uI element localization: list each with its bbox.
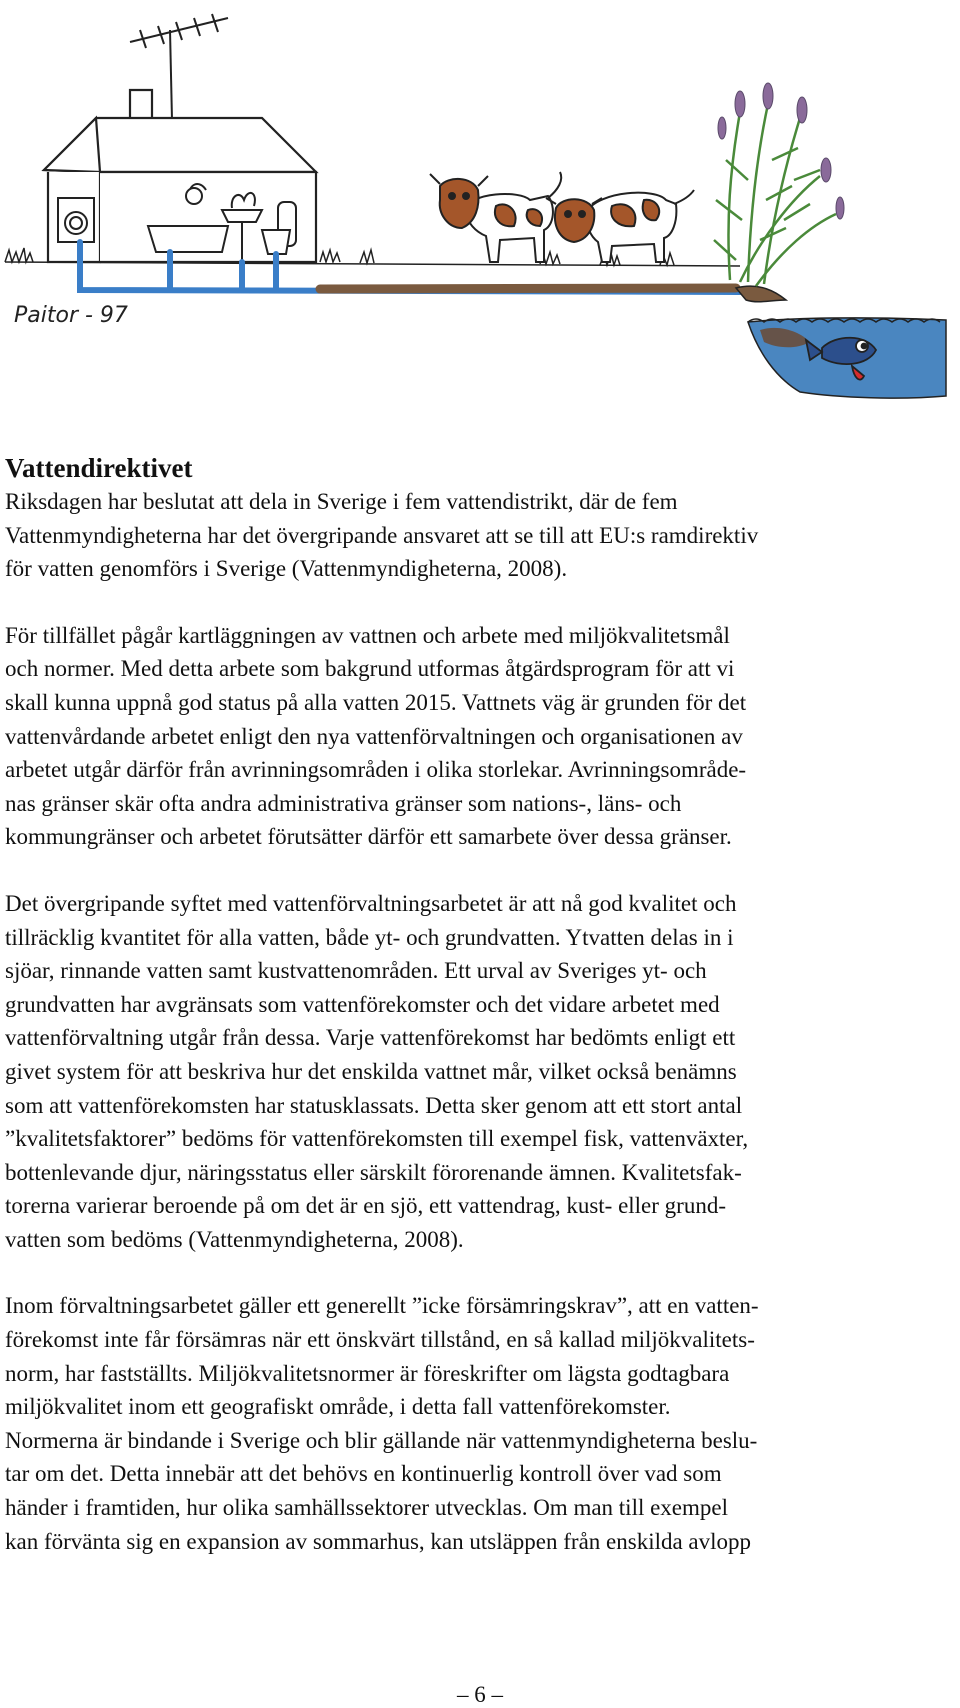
text-line: och normer. Med detta arbete som bakgrund utformas åtgärdsprogram för att vi	[5, 656, 735, 682]
cow-left	[430, 172, 561, 262]
text-line: ”kvalitetsfaktorer” bedöms för vattenförekomsten till exempel fisk, vattenväxter,	[5, 1126, 749, 1152]
text-line: skall kunna uppnå god status på alla vatten 2015. Vattnets väg är grunden för det	[5, 689, 747, 715]
reed-flowers	[718, 83, 844, 219]
text-line: torerna varierar beroende på om det är en sjö, ett vattendrag, kust- eller grund-	[5, 1193, 726, 1219]
text-line: Vattenmyndigheterna har det övergripande ansvaret att se till att EU:s ramdirektiv	[5, 522, 759, 548]
text-line: miljökvalitet inom ett geografiskt område, i detta fall vattenförekomster.	[5, 1394, 671, 1420]
text-line: För tillfället pågår kartläggningen av vattnen och arbete med miljökvalitetsmål	[5, 622, 730, 648]
text-line: Inom förvaltningsarbetet gäller ett generellt ”icke försämringskrav”, att en vatten-	[5, 1293, 759, 1319]
washing-machine	[58, 198, 94, 242]
sewer-pipe	[320, 288, 736, 289]
text-line: för vatten genomförs i Sverige (Vattenmyndigheterna, 2008).	[5, 556, 568, 582]
artist-signature: Paitor - 97	[14, 303, 128, 328]
page-number: – 6 –	[457, 1682, 503, 1707]
paragraph-4	[5, 1289, 953, 1558]
text-line: bottenlevande djur, näringsstatus eller särskilt förorenande ämnen. Kvalitetsfak-	[5, 1159, 742, 1185]
paragraph-1	[5, 485, 953, 586]
text-line: grundvatten har avgränsats som vattenförekomster och det vidare arbetet med	[5, 991, 720, 1017]
outflow	[736, 286, 786, 302]
text-line: givet system för att beskriva hur det enskilda vattnet mår, vilket också benämns	[5, 1058, 737, 1084]
text-line: vattenförvaltning utgår från dessa. Varje vattenförekomst har bedömts enligt ett	[5, 1025, 736, 1051]
text-line: Normerna är bindande i Sverige och blir gällande när vattenmyndigheterna beslu-	[5, 1427, 758, 1453]
text-line: kan förvänta sig en expansion av sommarhus, kan utsläppen från enskilda avlopp	[5, 1528, 752, 1554]
text-line: arbetet utgår därför från avrinningsområden i olika storlekar. Avrinningsområde-	[5, 757, 747, 783]
text-line: norm, har fastställts. Miljökvalitetsnormer är föreskrifter om lägsta godtagbara	[5, 1360, 730, 1386]
paragraph-3	[5, 887, 953, 1257]
text-line: som att vattenförekomsten har statusklassats. Detta sker genom att ett stort antal	[5, 1092, 743, 1118]
text-line: sjöar, rinnande vatten samt kustvattenområden. Ett urval av Sveriges yt- och	[5, 958, 707, 984]
text-line: nas gränser skär ofta andra administrativa gränser som nations-, läns- och	[5, 790, 682, 816]
reeds	[714, 104, 836, 286]
section-heading: Vattendirektivet	[5, 453, 193, 483]
paragraph-2	[5, 619, 953, 854]
cow-right	[546, 190, 694, 262]
text-line: Det övergripande syftet med vattenförvaltningsarbetet är att nå god kvalitet och	[5, 890, 737, 916]
text-line: vattenvårdande arbetet enligt den nya vattenförvaltningen och organisationen av	[5, 723, 743, 749]
cartoon-illustration	[0, 0, 960, 430]
text-line: kommungränser och arbetet förutsätter därför ett samarbete över dessa gränser.	[5, 824, 732, 850]
text-line: Riksdagen har beslutat att dela in Sverige i fem vattendistrikt, där de fem	[5, 489, 678, 514]
text-line: förekomst inte får försämras när ett önskvärt tillstånd, en så kallad miljökvalitets-	[5, 1327, 755, 1353]
text-line: tillräcklig kvantitet för alla vatten, både yt- och grundvatten. Ytvatten delas in i	[5, 924, 734, 950]
text-line: händer i framtiden, hur olika samhällssektorer utvecklas. Om man till exempel	[5, 1495, 729, 1521]
illustration-canvas	[0, 0, 960, 430]
text-line: tar om det. Detta innebär att det behövs en kontinuerlig kontroll över vad som	[5, 1461, 722, 1487]
document-body	[5, 452, 953, 1558]
text-line: vatten som bedöms (Vattenmyndigheterna, 2008).	[5, 1226, 464, 1252]
